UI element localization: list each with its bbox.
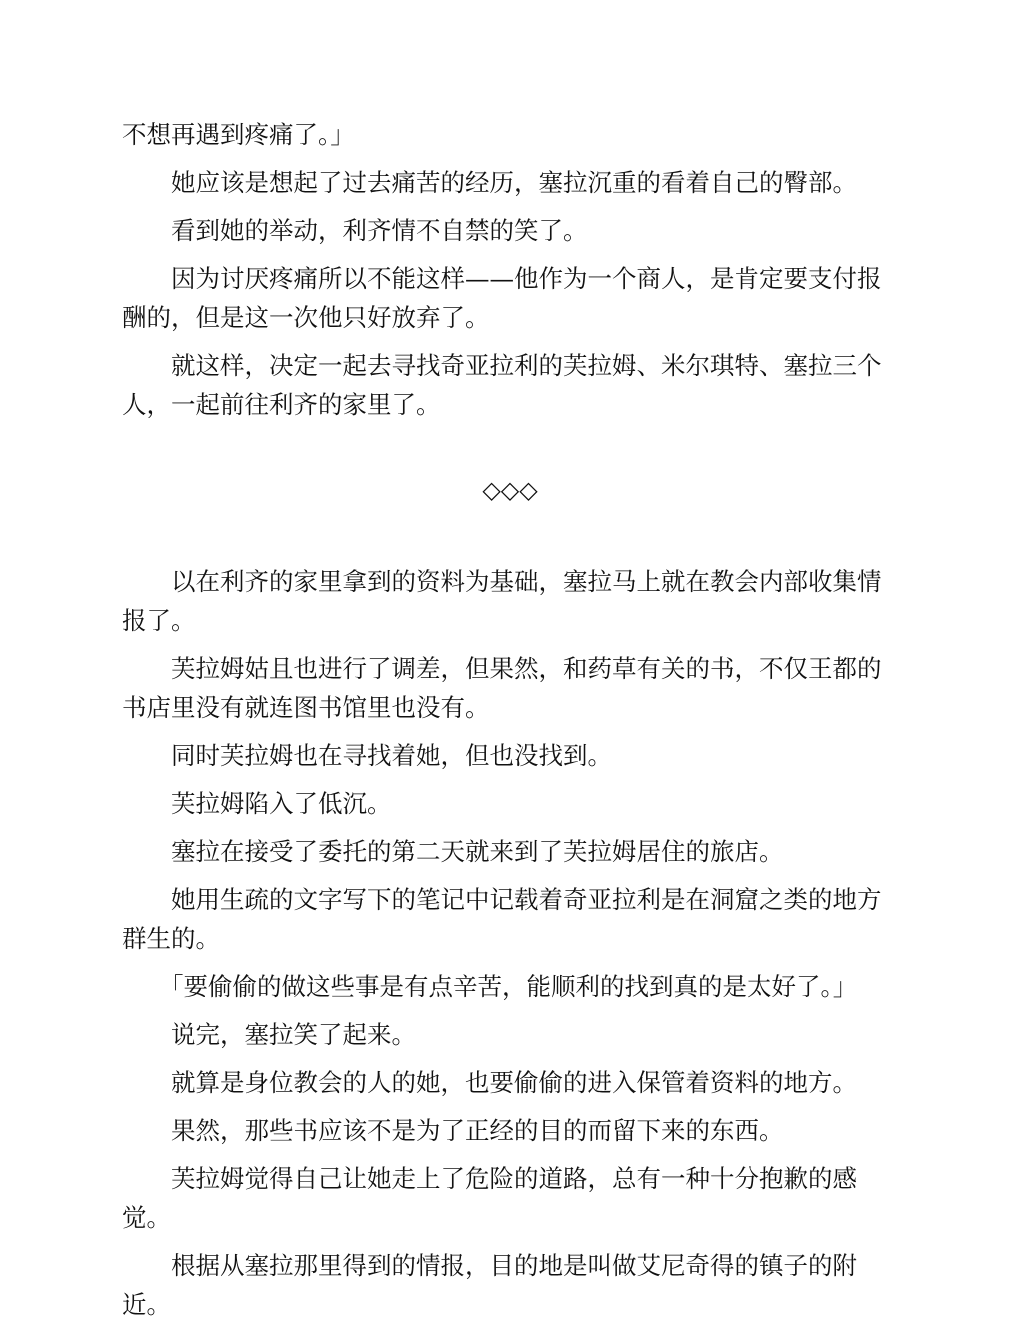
paragraph: 就这样，决定一起去寻找奇亚拉利的芙拉姆、米尔琪特、塞拉三个人，一起前往利齐的家里了。 bbox=[122, 351, 882, 419]
paragraph: 不想再遇到疼痛了。」 bbox=[122, 120, 355, 149]
paragraph: 芙拉姆觉得自己让她走上了危险的道路，总有一种十分抱歉的感觉。 bbox=[122, 1164, 857, 1232]
paragraph: 芙拉姆陷入了低沉。 bbox=[171, 789, 392, 818]
paragraph: 说完，塞拉笑了起来。 bbox=[171, 1020, 416, 1049]
paragraph: 她应该是想起了过去痛苦的经历，塞拉沉重的看着自己的臀部。 bbox=[171, 168, 857, 197]
paragraph: 果然，那些书应该不是为了正经的目的而留下来的东西。 bbox=[171, 1116, 784, 1145]
document-page bbox=[122, 115, 898, 1333]
paragraph: 就算是身位教会的人的她，也要偷偷的进入保管着资料的地方。 bbox=[171, 1068, 857, 1097]
paragraph: 以在利齐的家里拿到的资料为基础，塞拉马上就在教会内部收集情报了。 bbox=[122, 567, 882, 635]
dialogue-paragraph: 「要偷偷的做这些事是有点辛苦，能顺利的找到真的是太好了。」 bbox=[159, 972, 858, 1001]
paragraph: 她用生疏的文字写下的笔记中记载着奇亚拉利是在洞窟之类的地方群生的。 bbox=[122, 885, 882, 953]
section-separator: ◇◇◇ bbox=[482, 476, 538, 504]
paragraph: 看到她的举动，利齐情不自禁的笑了。 bbox=[171, 216, 588, 245]
paragraph: 芙拉姆姑且也进行了调差，但果然，和药草有关的书，不仅王都的书店里没有就连图书馆里也没有。 bbox=[122, 654, 882, 722]
paragraph: 根据从塞拉那里得到的情报，目的地是叫做艾尼奇得的镇子的附近。 bbox=[122, 1251, 857, 1319]
paragraph: 同时芙拉姆也在寻找着她，但也没找到。 bbox=[171, 741, 612, 770]
paragraph: 因为讨厌疼痛所以不能这样——他作为一个商人，是肯定要支付报酬的，但是这一次他只好放弃了。 bbox=[122, 264, 882, 332]
paragraph: 塞拉在接受了委托的第二天就来到了芙拉姆居住的旅店。 bbox=[171, 837, 784, 866]
